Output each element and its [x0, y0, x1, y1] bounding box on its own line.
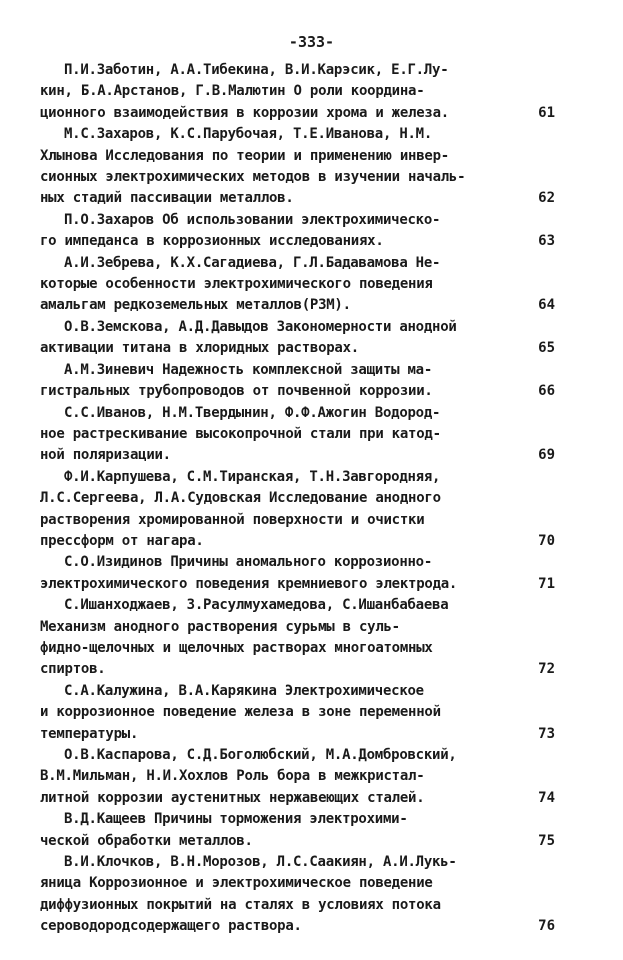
entry-last-row — [40, 916, 555, 937]
entry-page-number: 64 — [538, 297, 555, 314]
entry-line: О.В.Земскова, А.Д.Давыдов Закономерности анодной — [64, 318, 457, 335]
entry-line: ционного взаимодействия в коррозии хрома и железа. — [40, 104, 449, 121]
entry-line: гистральных трубопроводов от почвенной коррозии. — [40, 383, 433, 400]
entry-line: А.М.Зиневич Надежность комплексной защиты ма- — [64, 361, 433, 378]
entry-last-row — [40, 381, 555, 402]
entry-line: активации титана в хлоридных растворах. — [40, 340, 359, 357]
toc-entry — [40, 60, 555, 124]
entry-line: Хлынова Исследования по теории и применению инвер- — [40, 147, 449, 164]
entry-last-row — [40, 574, 555, 595]
entry-line: В.И.Клочков, В.Н.Морозов, Л.С.Саакиян, А.И.Лукь- — [64, 854, 457, 871]
entry-line: С.Ишанходжаев, З.Расулмухамедова, С.Ишанбабаева — [64, 597, 449, 614]
entry-last-row — [40, 231, 555, 252]
toc-entry — [40, 317, 555, 360]
entry-line: Ф.И.Карпушева, С.М.Тиранская, Т.Н.Завгородняя, — [64, 468, 441, 485]
entry-line: сионных электрохимических методов в изучении началь- — [40, 169, 466, 186]
toc-entry — [40, 253, 555, 317]
entry-page-number: 63 — [538, 233, 555, 250]
entry-last-row — [40, 103, 555, 124]
entry-line: фидно-щелочных и щелочных растворах многоатомных — [40, 639, 433, 656]
entry-page-number: 65 — [538, 340, 555, 357]
toc-entry — [40, 745, 555, 809]
toc-entry — [40, 210, 555, 253]
entry-line: ческой обработки металлов. — [40, 832, 253, 849]
entry-line: растворения хромированной поверхности и очистки — [40, 511, 425, 528]
entry-page-number: 70 — [538, 532, 555, 549]
entry-line: кин, Б.А.Арстанов, Г.В.Малютин О роли координа- — [40, 83, 425, 100]
entry-line: сероводородсодержащего раствора. — [40, 918, 302, 935]
entry-page-number: 71 — [538, 575, 555, 592]
entry-last-row — [40, 445, 555, 466]
toc-entry — [40, 124, 555, 210]
entry-last-row — [40, 531, 555, 552]
entry-page-number: 75 — [538, 832, 555, 849]
entry-page-number: 72 — [538, 661, 555, 678]
entry-line: литной коррозии аустенитных нержавеющих сталей. — [40, 789, 425, 806]
entry-line: С.А.Калужина, В.А.Карякина Электрохимическое — [64, 682, 424, 699]
entry-line: спиртов. — [40, 661, 106, 678]
entry-line: диффузионных покрытий на сталях в условиях потока — [40, 896, 441, 913]
entry-last-row — [40, 831, 555, 852]
entry-line: А.И.Зебрева, К.Х.Сагадиева, Г.Л.Бадавамова Не- — [64, 254, 441, 271]
entry-page-number: 69 — [538, 447, 555, 464]
entry-line: прессформ от нагара. — [40, 532, 204, 549]
entry-line: температуры. — [40, 725, 139, 742]
entry-last-row — [40, 338, 555, 359]
entry-line: ное растрескивание высокопрочной стали при катод- — [40, 425, 441, 442]
entry-line: ной поляризации. — [40, 447, 171, 464]
toc-entry — [40, 809, 555, 852]
entry-line: Л.С.Сергеева, Л.А.Судовская Исследование анодного — [40, 490, 441, 507]
entry-page-number: 76 — [538, 918, 555, 935]
entry-line: О.В.Каспарова, С.Д.Боголюбский, М.А.Домбровский, — [64, 747, 457, 763]
entry-line: Механизм анодного растворения сурьмы в суль- — [40, 618, 400, 635]
entry-page-number: 66 — [538, 383, 555, 400]
entry-line: М.С.Захаров, К.С.Парубочая, Т.Е.Иванова, Н.М. — [64, 126, 433, 143]
entry-page-number: 74 — [538, 789, 555, 806]
entry-page-number: 61 — [538, 104, 555, 121]
toc-entry — [40, 552, 555, 595]
entry-line: электрохимического поведения кремниевого электрода. — [40, 575, 458, 592]
table-of-contents — [40, 60, 555, 938]
entry-page-number: 62 — [538, 190, 555, 207]
entry-last-row — [40, 788, 555, 809]
entry-line: амальгам редкоземельных металлов(РЗМ). — [40, 297, 351, 314]
entry-line: и коррозионное поведение железа в зоне переменной — [40, 704, 441, 721]
entry-line: С.С.Иванов, Н.М.Твердынин, Ф.Ф.Ажогин Водород- — [64, 404, 441, 421]
entry-line: П.И.Заботин, А.А.Тибекина, В.И.Карэсик, Е.Г.Лу- — [64, 62, 449, 78]
entry-last-row — [40, 295, 555, 316]
toc-entry — [40, 681, 555, 745]
entry-line: яница Коррозионное и электрохимическое поведение — [40, 875, 433, 892]
entry-line: которые особенности электрохимического поведения — [40, 276, 433, 293]
entry-line: В.Д.Кащеев Причины торможения электрохими- — [64, 811, 408, 828]
entry-line: го импеданса в коррозионных исследованиях. — [40, 233, 384, 250]
toc-entry — [40, 360, 555, 403]
toc-entry — [40, 403, 555, 467]
entry-line: В.М.Мильман, Н.И.Хохлов Роль бора в межкристал- — [40, 768, 425, 785]
entry-line: С.О.Изидинов Причины аномального коррозионно- — [64, 554, 433, 571]
entry-last-row — [40, 659, 555, 680]
entry-page-number: 73 — [538, 725, 555, 742]
toc-entry — [40, 595, 555, 681]
entry-last-row — [40, 724, 555, 745]
entry-line: П.О.Захаров Об использовании электрохимическо- — [64, 211, 441, 228]
entry-line: ных стадий пассивации металлов. — [40, 190, 294, 207]
toc-entry — [40, 852, 555, 938]
toc-entry — [40, 467, 555, 553]
entry-last-row — [40, 188, 555, 209]
page-number: -333- — [288, 33, 335, 51]
